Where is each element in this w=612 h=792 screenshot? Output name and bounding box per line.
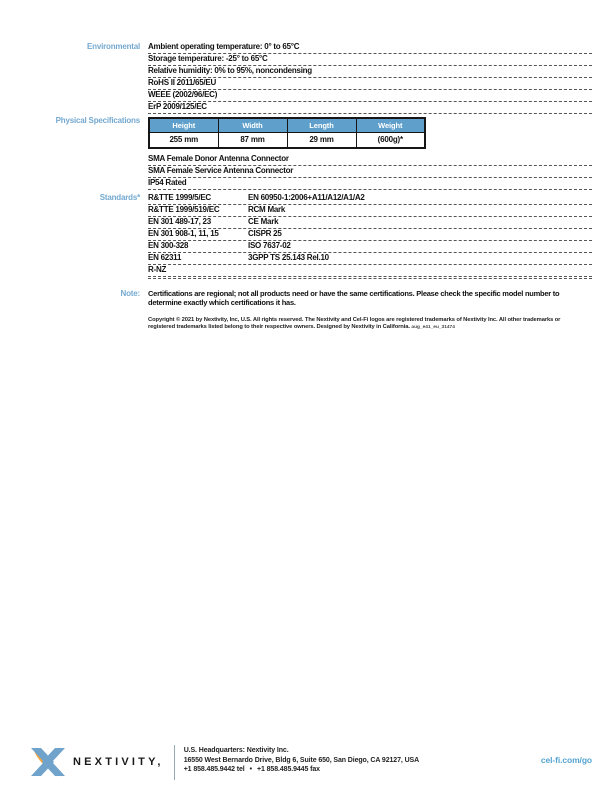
copyright-text	[148, 317, 588, 332]
standard-name: ISO 7637-02	[248, 241, 291, 250]
spec-row: SMA Female Donor Antenna Connector	[148, 154, 592, 166]
note-text: Certifications are regional; not all products need or have the same certifications. Please check the specific model number to determine exactly which certifications it has.	[148, 288, 560, 307]
table-cell: 87 mm	[218, 132, 287, 148]
standards-row	[148, 205, 592, 217]
standard-id: EN 62311	[148, 253, 182, 262]
standard-id: R-NZ	[148, 265, 167, 274]
spec-row: Relative humidity: 0% to 95%, noncondensing	[148, 66, 592, 78]
table-cell: 29 mm	[287, 132, 356, 148]
copyright-line: Copyright © 2021 by Nextivity, Inc, U.S. All rights reserved. The Nextivity and Cel-Fi logos are registered trademarks of Nextivity Inc. All other trademarks or registered trademarks listed belong to their respective owners. Designed by Nextivity in California.	[148, 316, 561, 330]
standard-name: 3GPP TS 25.143 Rel.10	[248, 253, 329, 262]
dimensions-value-row	[149, 132, 425, 148]
dimensions-header-row	[149, 118, 425, 132]
spec-row: Ambient operating temperature: 0° to 65°C	[148, 42, 592, 54]
spec-row: WEEE (2002/96/EC)	[148, 90, 592, 102]
note-body	[148, 289, 592, 332]
footer-divider	[174, 745, 175, 780]
column-header: Length	[287, 118, 356, 132]
page-footer	[30, 744, 592, 780]
section-standards	[30, 193, 592, 280]
standard-name: CISPR 25	[248, 229, 282, 238]
standard-name	[248, 265, 592, 275]
section-environmental	[30, 42, 592, 114]
standard-name: RCM Mark	[248, 205, 286, 214]
hq-name: U.S. Headquarters: Nextivity Inc.	[183, 747, 289, 754]
hq-phone-line	[184, 765, 419, 775]
spec-row: RoHS II 2011/65/EU	[148, 78, 592, 90]
standards-row	[148, 265, 592, 277]
standards-row	[148, 253, 592, 265]
nextivity-x-icon	[30, 747, 66, 777]
standards-row	[148, 217, 592, 229]
standard-id: R&TTE 1999/5/EC	[148, 193, 211, 202]
physical-body	[148, 116, 592, 190]
standards-row	[148, 193, 592, 205]
standard-id: EN 301 489-17, 23	[148, 217, 211, 226]
hq-street-address: 16550 West Bernardo Drive, Bldg 6, Suite 650, San Diego, CA 92127, USA	[183, 756, 420, 764]
section-label-note: Note:	[120, 288, 140, 298]
table-cell: 255 mm	[149, 132, 218, 148]
spec-sheet-content	[30, 42, 592, 331]
standards-row	[148, 229, 592, 241]
standards-rows	[148, 193, 592, 280]
bullet-separator: •	[249, 766, 253, 774]
nextivity-logo	[30, 744, 164, 777]
standards-row	[148, 277, 592, 279]
column-header: Width	[218, 118, 287, 132]
section-physical-specifications	[30, 116, 592, 190]
standard-id: R&TTE 1999/519/EC	[148, 205, 220, 214]
section-label-physical: Physical Specifications	[55, 116, 140, 125]
spec-row: IP54 Rated	[148, 178, 592, 190]
column-header: Height	[149, 118, 218, 132]
table-cell: (600g)*	[356, 132, 425, 148]
section-note	[30, 289, 592, 332]
spec-row: Storage temperature: -25° to 65°C	[148, 54, 592, 66]
cel-fi-link[interactable]: cel-fi.com/go	[540, 755, 592, 765]
document-code: aug_e41_eu_31474	[411, 324, 455, 330]
spec-row: SMA Female Service Antenna Connector	[148, 166, 592, 178]
hq-address-block	[184, 744, 419, 775]
section-label-environmental: Environmental	[87, 42, 140, 51]
standard-id: EN 300-328	[148, 241, 189, 250]
column-header: Weight	[356, 118, 425, 132]
standard-name: EN 60950-1:2006+A11/A12/A1/A2	[248, 193, 365, 202]
dimensions-table	[148, 117, 426, 149]
phone-tel: +1 858.485.9442 tel	[183, 766, 245, 774]
spec-row: ErP 2009/125/EC	[148, 102, 592, 114]
environmental-rows	[148, 42, 592, 114]
brand-wordmark: NEXTIVITY,	[73, 756, 164, 768]
standard-id: EN 301 908-1, 11, 15	[148, 229, 219, 238]
standards-row	[148, 241, 592, 253]
phone-fax: +1 858.485.9445 fax	[257, 766, 320, 774]
section-label-standards: Standards*	[99, 193, 140, 202]
standard-name: CE Mark	[248, 217, 279, 226]
